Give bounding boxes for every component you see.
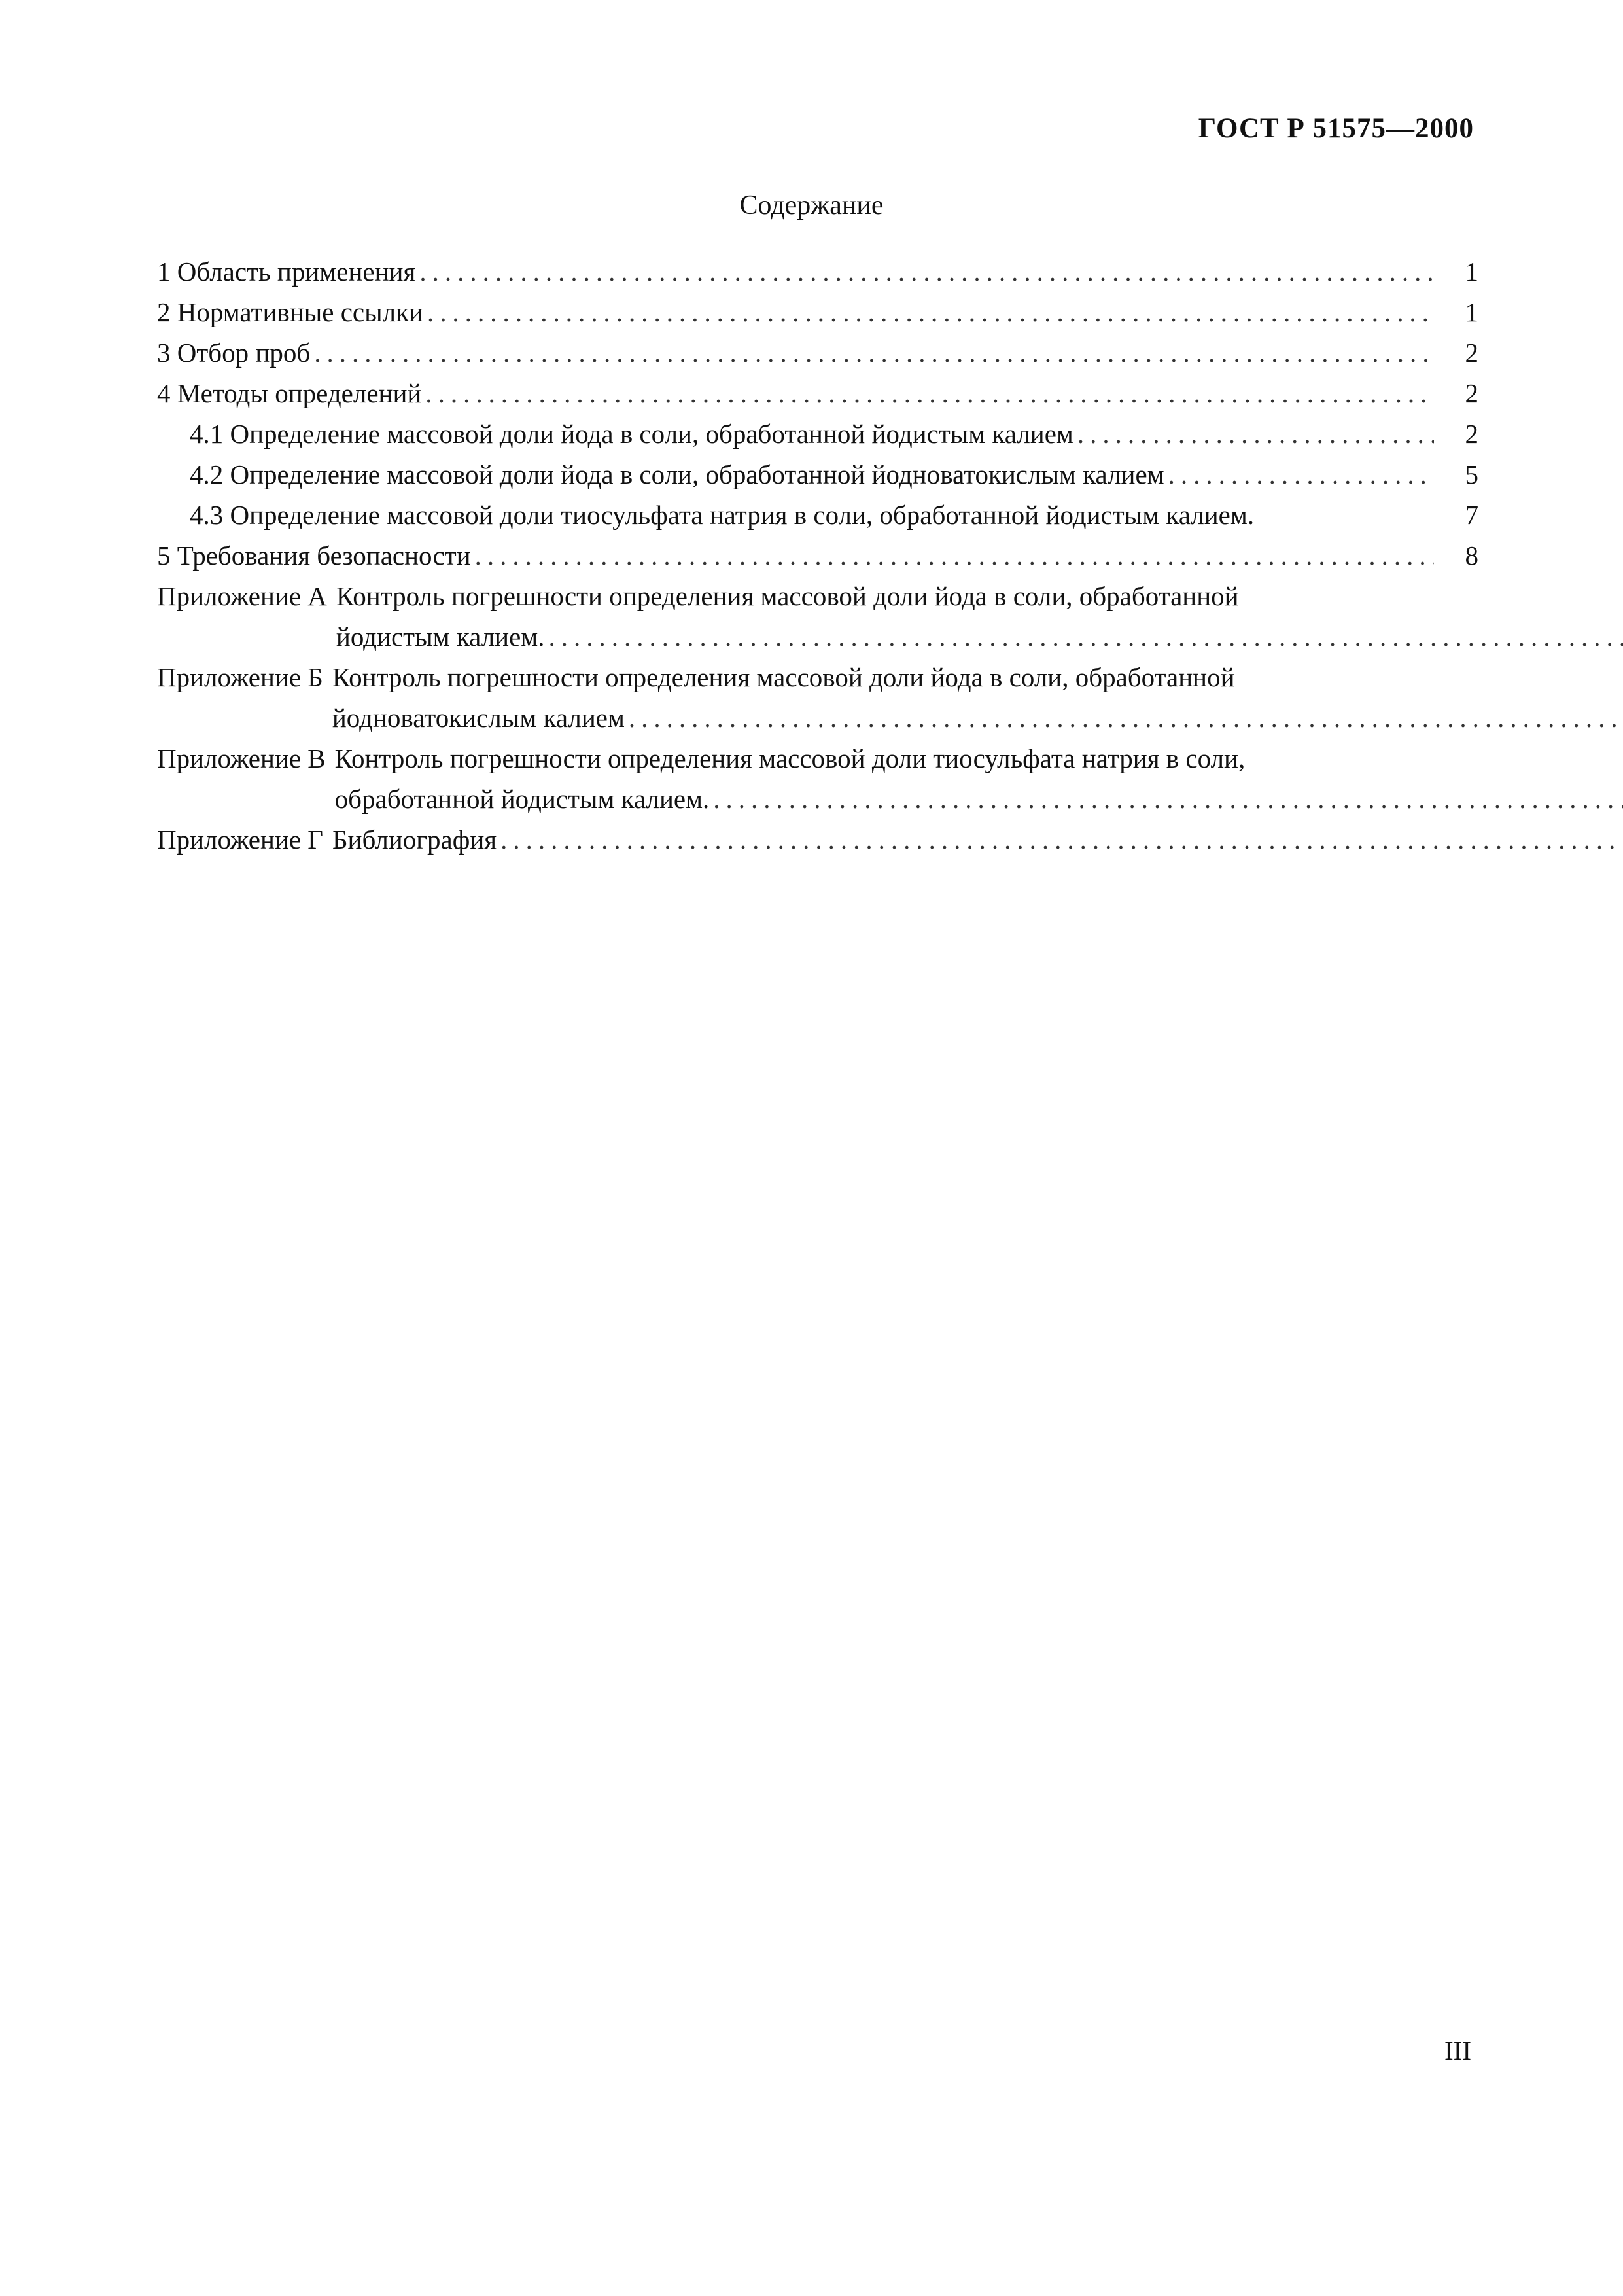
appendix-title-row [332, 819, 1623, 860]
appendix-title-line2-row [336, 616, 1623, 657]
appendix-body [335, 738, 1623, 819]
appendix-label: Приложение Б [157, 662, 323, 692]
toc-item-page: 2 [1465, 419, 1478, 449]
appendix-title-line1: Библиография [332, 824, 497, 855]
dot-leader [423, 292, 1434, 332]
standard-code: ГОСТ Р 51575—2000 [1198, 113, 1474, 144]
toc-item-label: 5 Требования безопасности [157, 540, 471, 571]
toc-item-page: 5 [1465, 459, 1478, 489]
toc-title: Содержание [739, 190, 884, 221]
toc-item-label: 2 Нормативные ссылки [157, 297, 423, 327]
appendix-body [336, 576, 1623, 657]
appendix-title-line2: йодноватокислым калием [332, 703, 625, 733]
dot-leader [310, 332, 1434, 373]
appendix-body [332, 819, 1623, 860]
toc-subitem[interactable] [157, 414, 1478, 454]
toc-subitem[interactable] [157, 495, 1478, 535]
appendix-title-line1: Контроль погрешности определения массовой доли йода в соли, обработанной [332, 662, 1235, 692]
dot-leader [625, 698, 1623, 738]
toc-subitem[interactable] [157, 454, 1478, 495]
toc-item-label: 4.2 Определение массовой доли йода в соли, обработанной йодноватокислым калием [190, 459, 1164, 489]
appendix-label: Приложение Г [157, 824, 324, 855]
toc-item-label: 4.1 Определение массовой доли йода в соли, обработанной йодистым калием [190, 419, 1073, 449]
appendix-title-line2: обработанной йодистым калием. [334, 784, 710, 814]
appendix-title-line2-row [332, 698, 1623, 738]
dot-leader [471, 535, 1434, 576]
appendix-title-line1: Контроль погрешности определения массовой доли йода в соли, обработанной [336, 581, 1239, 611]
dot-leader [545, 616, 1623, 657]
toc-appendix[interactable] [157, 738, 1478, 819]
dot-leader [421, 373, 1434, 414]
toc-item[interactable] [157, 292, 1478, 332]
toc-item-page: 2 [1465, 338, 1478, 368]
toc-item[interactable] [157, 535, 1478, 576]
appendix-body [332, 657, 1623, 738]
toc-item[interactable] [157, 332, 1478, 373]
toc-appendix[interactable] [157, 819, 1478, 860]
page-number: III [1444, 2036, 1471, 2066]
appendix-title-line2-row [335, 779, 1623, 819]
dot-leader [415, 251, 1434, 292]
toc-item-label: 1 Область применения [157, 256, 416, 287]
toc-item-page: 8 [1465, 540, 1478, 571]
toc-item[interactable] [157, 373, 1478, 414]
toc-appendix[interactable] [157, 657, 1478, 738]
toc-appendix[interactable] [157, 576, 1478, 657]
dot-leader [709, 779, 1623, 819]
dot-leader [1073, 414, 1434, 454]
appendix-title-line2: йодистым калием. [336, 622, 545, 652]
appendix-label: Приложение А [157, 581, 327, 611]
toc-item[interactable] [157, 251, 1478, 292]
dot-leader [1164, 454, 1434, 495]
toc-item-label: 3 Отбор проб [157, 338, 311, 368]
toc-item-label: 4.3 Определение массовой доли тиосульфата натрия в соли, обработанной йодистым калием. [190, 500, 1255, 530]
toc-item-label: 4 Методы определений [157, 378, 422, 408]
toc-item-page: 7 [1465, 500, 1478, 530]
table-of-contents [157, 251, 1478, 860]
toc-item-page: 1 [1465, 297, 1478, 327]
toc-item-page: 1 [1465, 256, 1478, 287]
dot-leader [497, 819, 1623, 860]
toc-item-page: 2 [1465, 378, 1478, 408]
appendix-title-line1: Контроль погрешности определения массовой доли тиосульфата натрия в соли, [334, 743, 1246, 773]
appendix-label: Приложение В [157, 743, 326, 773]
